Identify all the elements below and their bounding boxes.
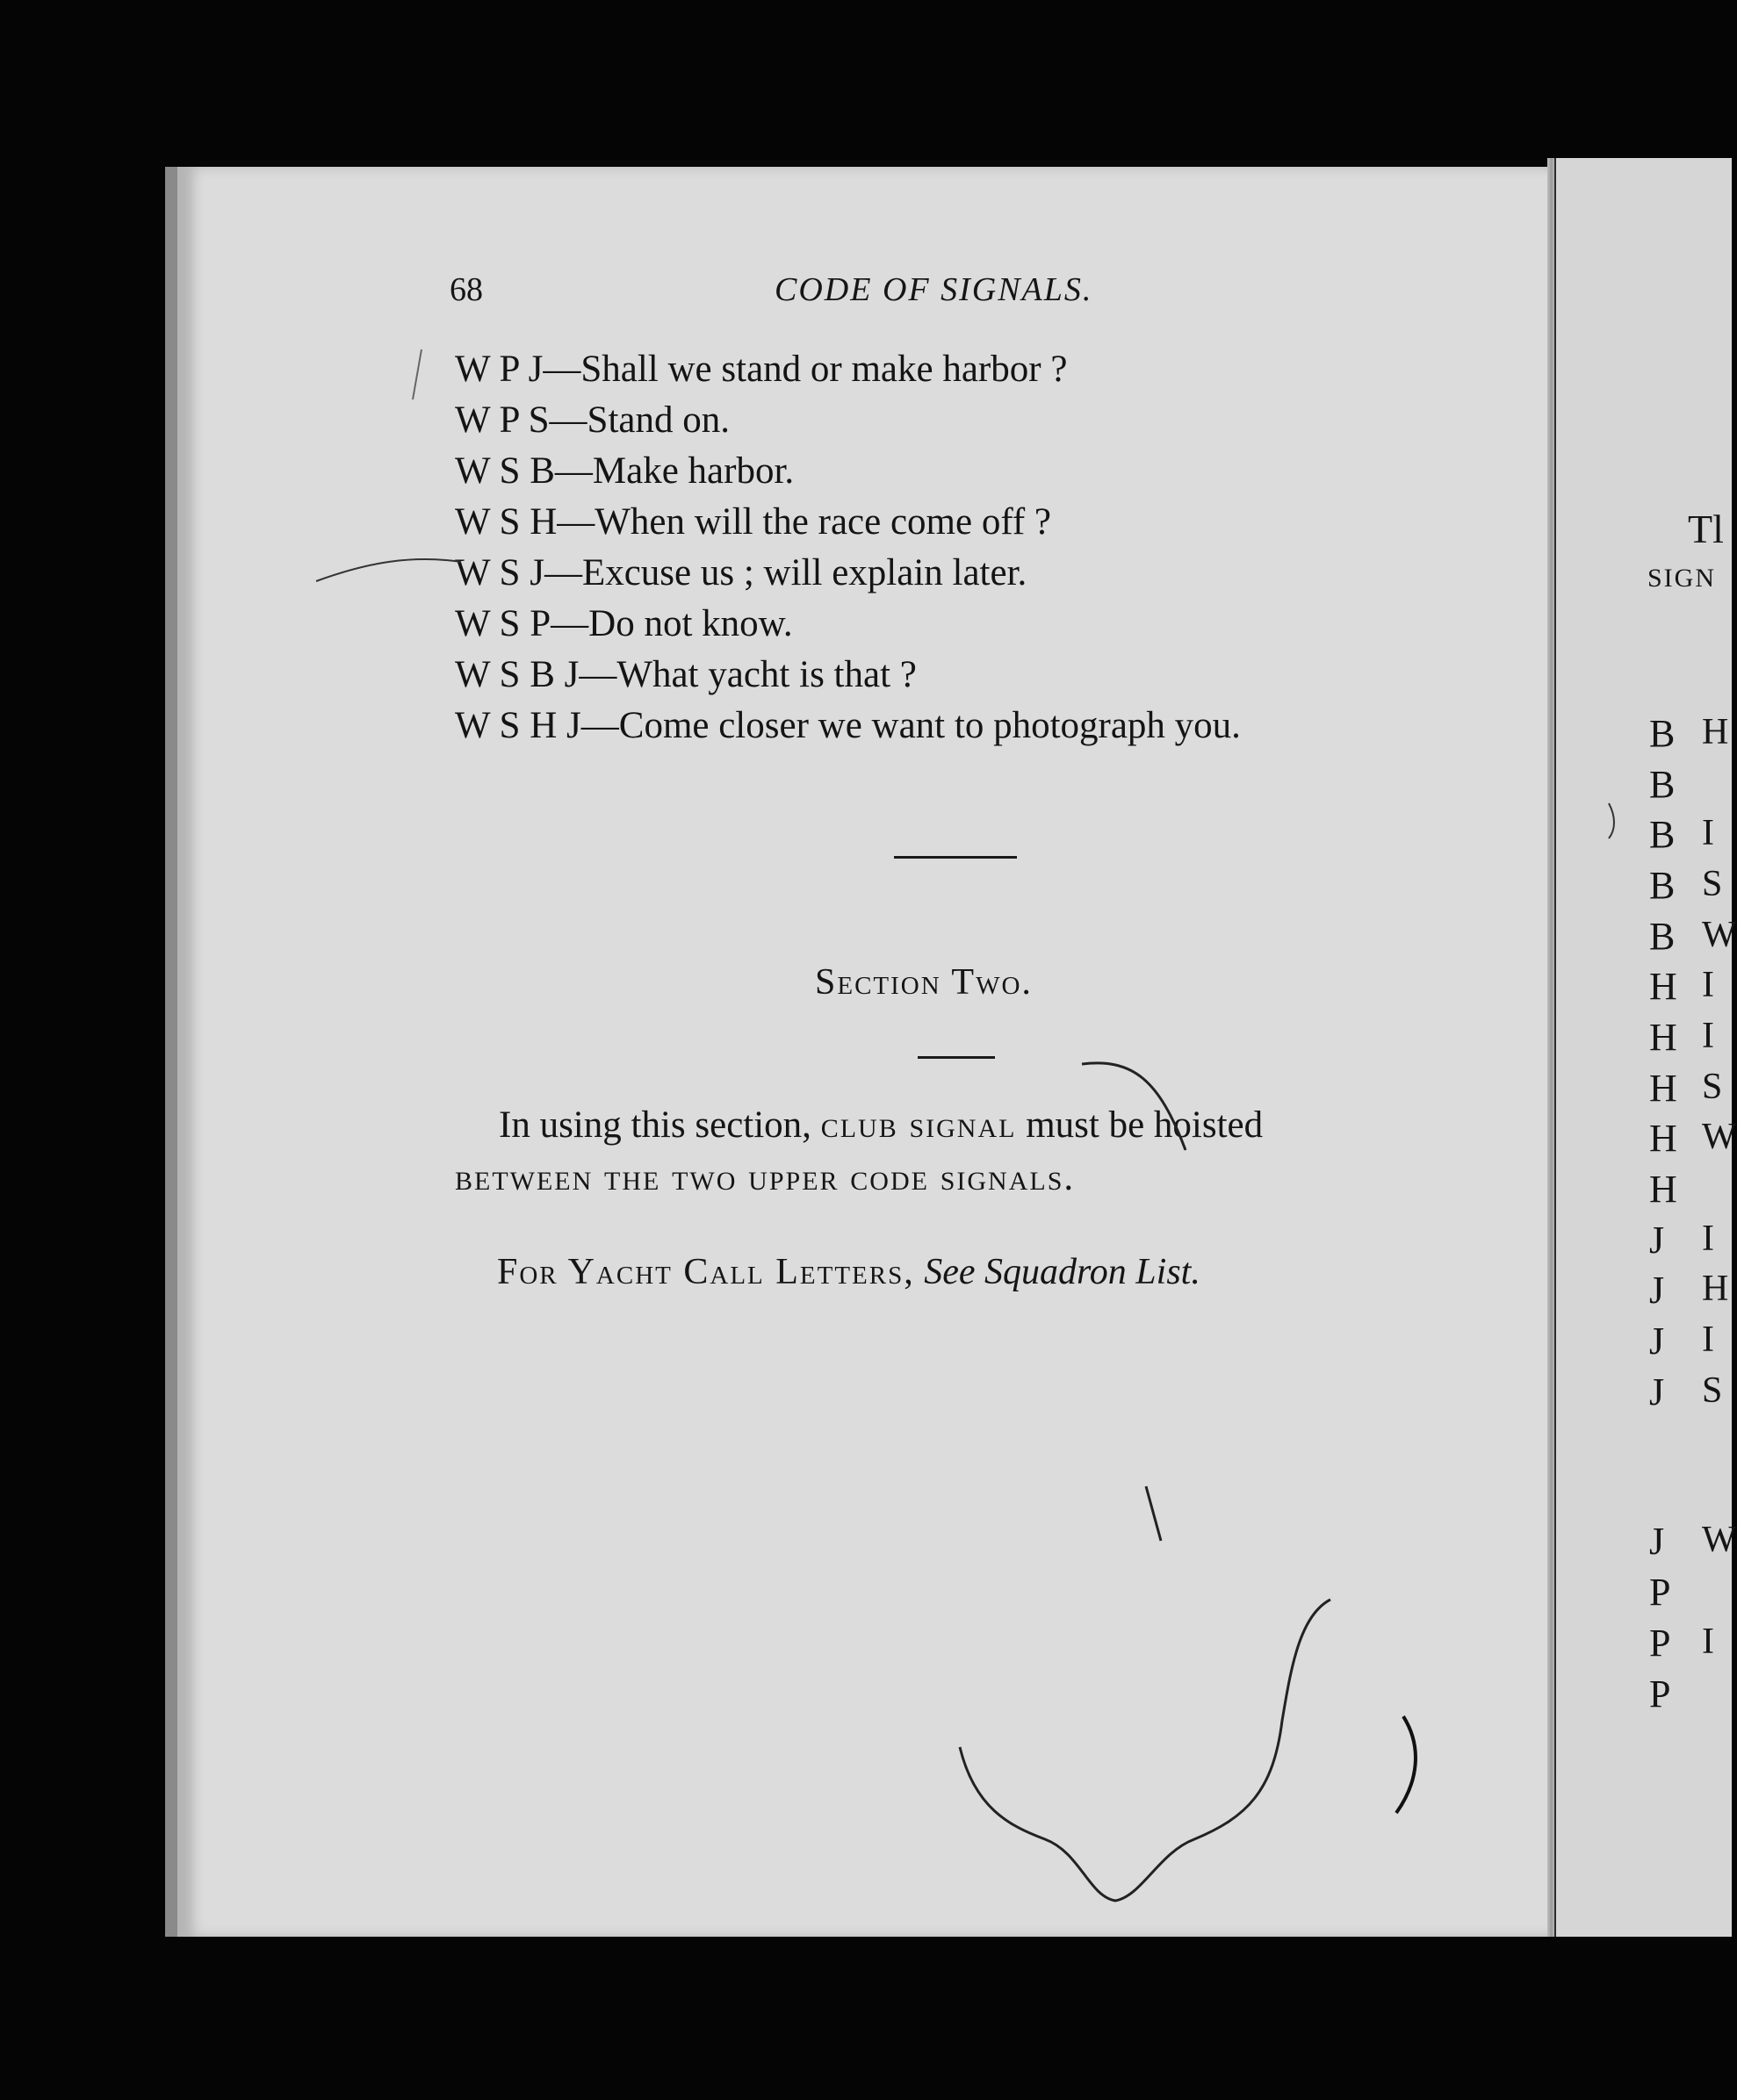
pencil-stroke	[316, 559, 461, 581]
yacht-call-label: For Yacht Call Letters,	[497, 1252, 915, 1292]
right-code-fragment: I	[1702, 813, 1714, 853]
right-code-fragment: I	[1702, 1016, 1714, 1056]
instruction-text: must be hoisted	[1016, 1104, 1264, 1146]
right-heading-fragment: SIGN	[1647, 564, 1717, 593]
right-code-letter: H	[1649, 1168, 1677, 1211]
right-code-fragment: I	[1702, 965, 1714, 1005]
signal-code-row: W S H J—Come closer we want to photograph you.	[455, 705, 1241, 746]
right-code-fragment: W	[1702, 1117, 1737, 1157]
right-code-letter: J	[1649, 1320, 1665, 1363]
instruction-emphasis: between the two upper code signals.	[455, 1157, 1076, 1198]
section-title: Section Two.	[815, 962, 1033, 1003]
instruction-emphasis: club signal	[820, 1104, 1017, 1146]
right-code-fragment: S	[1702, 864, 1723, 904]
right-code-fragment: W	[1702, 1520, 1737, 1560]
right-code-fragment: H	[1702, 712, 1729, 752]
right-code-fragment: I	[1702, 1219, 1714, 1259]
signal-code-row: W S B—Make harbor.	[455, 450, 795, 492]
signal-code-row: W S H—When will the race come off ?	[455, 501, 1052, 543]
right-code-letter: J	[1649, 1219, 1665, 1262]
page-number: 68	[450, 271, 483, 308]
signal-code-row: W S J—Excuse us ; will explain later.	[455, 552, 1027, 593]
right-code-letter: B	[1649, 763, 1676, 806]
right-code-letter: P	[1649, 1571, 1671, 1614]
right-heading-fragment: Tl	[1688, 507, 1724, 551]
right-code-fragment: I	[1702, 1622, 1714, 1662]
right-code-letter: J	[1649, 1370, 1665, 1413]
signal-code-row: W S P—Do not know.	[455, 603, 793, 644]
right-code-letter: H	[1649, 1016, 1677, 1059]
right-code-fragment: S	[1702, 1067, 1723, 1107]
right-code-fragment: S	[1702, 1370, 1723, 1411]
instruction-text: In using this section,	[499, 1104, 821, 1146]
pencil-stroke	[1609, 803, 1614, 838]
running-title: CODE OF SIGNALS.	[775, 271, 1093, 308]
yacht-call-reference: See Squadron List.	[924, 1252, 1200, 1292]
right-code-letter: H	[1649, 1117, 1677, 1160]
right-code-letter: B	[1649, 712, 1676, 755]
right-code-letter: H	[1649, 1067, 1677, 1110]
pencil-stroke	[1146, 1486, 1161, 1541]
signal-code-row: W P S—Stand on.	[455, 399, 730, 441]
right-code-letter: B	[1649, 813, 1676, 856]
pencil-stroke	[1396, 1716, 1416, 1813]
right-code-letter: B	[1649, 864, 1676, 907]
pencil-stroke	[960, 1600, 1330, 1901]
pencil-stroke	[1082, 1063, 1186, 1150]
pencil-stroke	[413, 349, 422, 399]
right-code-letter: P	[1649, 1622, 1671, 1665]
right-code-letter: B	[1649, 915, 1676, 958]
right-code-fragment: I	[1702, 1320, 1714, 1360]
signal-code-row: W S B J—What yacht is that ?	[455, 654, 917, 695]
right-code-letter: J	[1649, 1269, 1665, 1312]
right-code-fragment: H	[1702, 1269, 1729, 1309]
right-code-letter: P	[1649, 1672, 1671, 1715]
right-code-letter: J	[1649, 1520, 1665, 1563]
right-code-fragment: W	[1702, 915, 1737, 955]
signal-code-row: W P J—Shall we stand or make harbor ?	[455, 349, 1068, 390]
right-code-letter: H	[1649, 965, 1677, 1008]
